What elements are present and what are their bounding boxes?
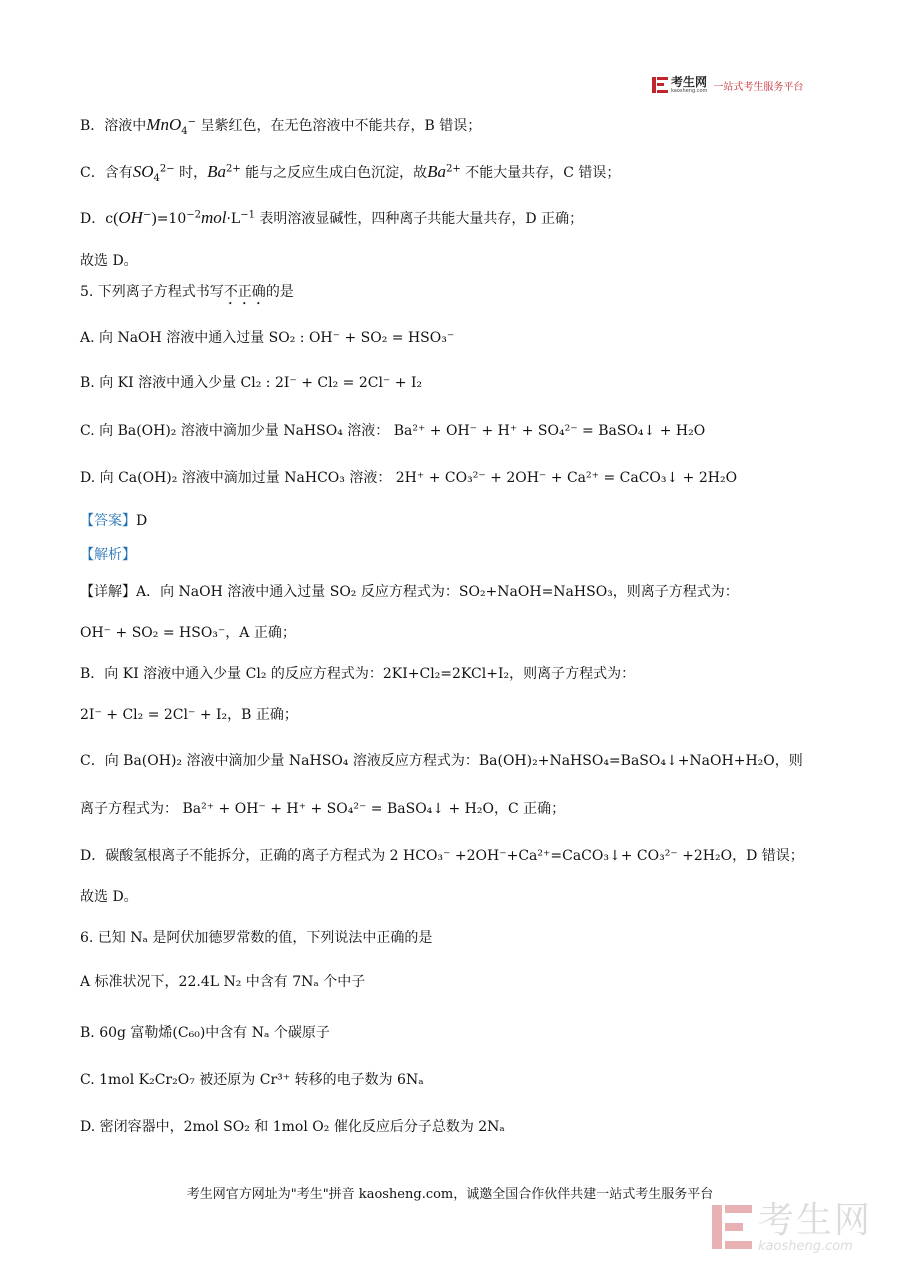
page-footer: 考生网官方网址为"考生"拼音 kaosheng.com，诚邀全国合作伙伴共建一站式考生服务平台 bbox=[186, 1187, 714, 1202]
watermark bbox=[712, 1200, 873, 1254]
q5-explanation-1: 【详解】A．向 NaOH 溶液中通入过量 SO₂ 反应方程式为：SO₂+NaOH=NaHSO₃，则离子方程式为： bbox=[80, 584, 739, 600]
q4-option-d-explanation: D．$c(OH^-)=10^{-2}mol\cdot L^{-1}$ 表明溶液显碱性，四种离子共能大量共存，D 正确； bbox=[80, 208, 584, 227]
header-logo bbox=[652, 76, 803, 94]
kaosheng-logo-icon bbox=[652, 77, 668, 93]
q5-explanation-5: C．向 Ba(OH)₂ 溶液中滴加少量 NaHSO₄ 溶液反应方程式为：Ba(OH)₂+NaHSO₄=BaSO₄↓+NaOH+H₂O，则 bbox=[80, 753, 803, 769]
q5-analysis-tag: 【解析】 bbox=[80, 547, 136, 563]
q4-conclusion: 故选 D。 bbox=[80, 253, 138, 269]
q5-stem: 5. 下列离子方程式书写不正确的是 bbox=[80, 284, 294, 300]
q5-explanation-6: 离子方程式为： Ba²⁺ + OH⁻ + H⁺ + SO₄²⁻ = BaSO₄↓ + H₂O，C 正确； bbox=[80, 801, 566, 817]
q5-explanation-4: 2I⁻ + Cl₂ = 2Cl⁻ + I₂，B 正确； bbox=[80, 707, 298, 723]
watermark-name: 考生网 bbox=[758, 1200, 873, 1241]
q5-option-d: D. 向 Ca(OH)₂ 溶液中滴加过量 NaHCO₃ 溶液： 2H⁺ + CO₃²⁻ + 2OH⁻ + Ca²⁺ = CaCO₃↓ + 2H₂O bbox=[80, 470, 738, 486]
logo-domain: kaosheng.com bbox=[671, 88, 708, 94]
q5-explanation-2: OH⁻ + SO₂ = HSO₃⁻，A 正确； bbox=[80, 625, 296, 641]
q5-explanation-7: D．碳酸氢根离子不能拆分，正确的离子方程式为 2 HCO₃⁻ +2OH⁻+Ca²⁺=CaCO₃↓+ CO₃²⁻ +2H₂O，D 错误； bbox=[80, 848, 804, 864]
watermark-logo-icon bbox=[712, 1205, 752, 1253]
q5-explanation-3: B．向 KI 溶液中通入少量 Cl₂ 的反应方程式为：2KI+Cl₂=2KCl+I₂，则离子方程式为： bbox=[80, 666, 636, 682]
q4-option-b-explanation: B．溶液中MnO$_4$− 呈紫红色，在无色溶液中不能共存，B 错误； bbox=[80, 115, 482, 137]
q6-option-b: B. 60g 富勒烯(C₆₀)中含有 Nₐ 个碳原子 bbox=[80, 1025, 330, 1041]
logo-name: 考生网 bbox=[671, 75, 708, 89]
q4-option-c-explanation: C．含有$SO_4^{2-}$ 时，$Ba^{2+}$ 能与之反应生成白色沉淀，故$Ba^{2+}$ 不能大量共存，C 错误； bbox=[80, 162, 621, 184]
answer-tag: 【答案】 bbox=[80, 513, 136, 529]
q6-option-c: C. 1mol K₂Cr₂O₇ 被还原为 Cr³⁺ 转移的电子数为 6Nₐ bbox=[80, 1072, 424, 1088]
logo-slogan: 一站式考生服务平台 bbox=[713, 81, 804, 93]
q6-option-d: D. 密闭容器中，2mol SO₂ 和 1mol O₂ 催化反应后分子总数为 2Nₐ bbox=[80, 1119, 505, 1135]
q5-option-a: A. 向 NaOH 溶液中通入过量 SO₂ : OH⁻ + SO₂ = HSO₃⁻ bbox=[80, 330, 455, 346]
q5-option-c: C. 向 Ba(OH)₂ 溶液中滴加少量 NaHSO₄ 溶液： Ba²⁺ + OH⁻ + H⁺ + SO₄²⁻ = BaSO₄↓ + H₂O bbox=[80, 423, 706, 439]
q5-answer: 【答案】D bbox=[80, 513, 148, 529]
q5-conclusion: 故选 D。 bbox=[80, 889, 138, 905]
q6-stem: 6. 已知 Nₐ 是阿伏加德罗常数的值，下列说法中正确的是 bbox=[80, 930, 433, 946]
q5-option-b: B. 向 KI 溶液中通入少量 Cl₂ : 2I⁻ + Cl₂ = 2Cl⁻ + I₂ bbox=[80, 375, 423, 391]
detail-tag: 【详解】 bbox=[80, 584, 136, 600]
watermark-domain: kaosheng.com bbox=[758, 1239, 853, 1254]
q6-option-a: A 标准状况下，22.4L N₂ 中含有 7Nₐ 个中子 bbox=[80, 974, 366, 990]
